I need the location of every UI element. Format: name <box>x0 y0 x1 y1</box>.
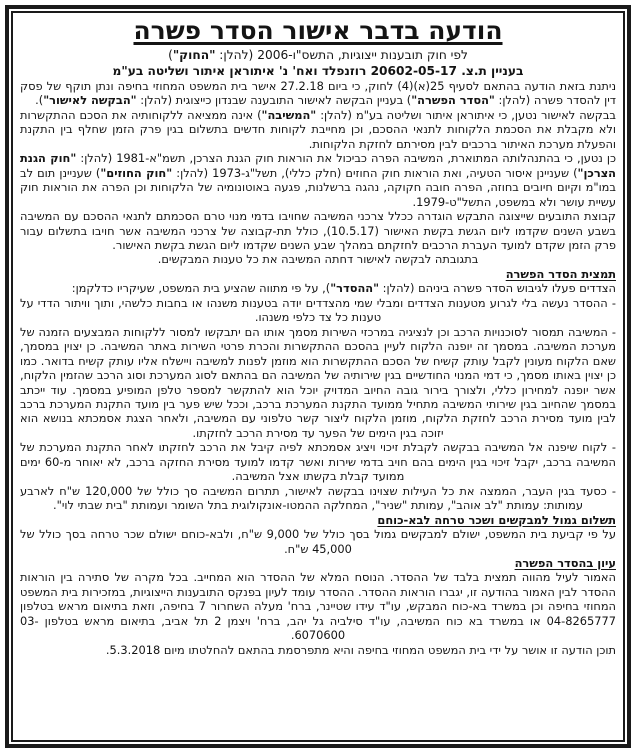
bullet-item: - ההסדר נעשה בלי לגרוע מטענות הצדדים ומבלי שמי מהצדדים יודה בטענות משנהו או בחבות כלשהי, ותוך וויתור הדדי על טענות כל צד כלפי משנהו. <box>20 295 616 325</box>
paragraph: האמור לעיל מהווה תמצית בלבד של ההסדר. הנוסח המלא של ההסדר הוא המחייב. בכל מקרה של סתירה בין הוראות ההסדר לבין האמור בהודעה זו, יגברו הוראות ההסדר. ההסדר עומד לעיון בפנקס התובענות הייצוגיות, במזכירות בית המשפט המחוזי בחיפה וכן במשרד בא-כוח המבקש, עו"ד עידו שטיינר, ברח' מעלה השחרור 7 בחיפה, וזאת בתיאום מראש בטלפון 04-8265777 או במשרד בא כוח המשיבה, עו"ד סילביה גל יהב, ברח' ויצמן 2 תל אביב, בתיאום מראש בטלפון 03-6070600. <box>20 570 617 643</box>
section-heading: תשלום גמול למבקשים ושכר טרחה לבא-כוחם <box>377 512 616 527</box>
paragraph: תוכן הודעה זו אושר על ידי בית המשפט המחוזי בחיפה והיא מתפרסמת בהתאם להחלטתו מיום 5.3.2018. <box>105 642 616 657</box>
paragraph: בתגובתה לבקשה לאישור דחתה המשיבה את כל טענות המבקשים. <box>157 252 479 267</box>
paragraph: על פי קביעת בית המשפט, ישולם למבקשים גמול בסך כולל של 9,000 ש"ח, ולבא-כוחם ישולם שכר טרחה בסך כולל של 45,000 ש"ח. <box>20 527 616 556</box>
outer-border-frame <box>5 5 631 748</box>
paragraph: הצדדים פעלו לגיבוש הסדר פשרה ביניהם (להלן: "ההסדר"), על פי מתווה שהציע בית המשפט, שעיקריו כדלקמן: <box>71 281 616 296</box>
paragraph: בבקשה לאישור נטען, כי איתוראן איתור ושליטה בע"מ (להלן: "המשיבה") אינה ממציאה ללקוחותיה את הסכם ההתקשרות ולא מקבלת את הסכמת הלקוחות לתנאי ההסכם, וכן מחייבת לקוחות חדשים בתשלום בגין פרק הזמן שחלף בין התקנת והפעלת מערכת האיתור ברכבים לבין מסירתם לחזקת הלקוחות. <box>20 107 616 151</box>
bullet-item: - כסעד בגין העבר, הממצה את כל העילות שצוינו בבקשה לאישור, תתרום המשיבה סך כולל של 120,000 ש"ח לארבע עמותות: עמותת "לב אוהב", עמותת "שניר", המחלקה ההמטו-אונקולוגית בתל השומר ועמותת "בית שבתי לוי". <box>20 483 616 513</box>
bullet-item: - לקוח שיפנה אל המשיבה בבקשה לקבלת זיכוי ויציג אסמכתא לפיה קיבל את הרכב לחזקתו לאחר התקנת המערכת של המשיבה ברכב, יקבל זיכוי בגין הימים בהם חויב בדמי שירות ואשר קדמו למועד מסירת החזקה ברכב, לא יאוחר מ-60 ימים ממועד קבלת בקשתו אצל המשיבה. <box>20 440 616 484</box>
paragraph: ניתנת בזאת הודעה בהתאם לסעיף 25(א)(4) לחוק, כי ביום 27.2.18 אישר בית המשפט המחוזי בחיפה ונתן תוקף של פסק דין להסדר פשרה (להלן: "הסדר הפשרה") בעניין הבקשה לאישור התובענה שבנדון כייצוגית (להלן: "הבקשה לאישור"). <box>20 79 617 108</box>
inner-border-frame <box>11 11 625 742</box>
section-heading: תמצית הסדר הפשרה <box>505 266 616 281</box>
law-subtitle: לפי חוק תובענות ייצוגיות, התשס"ו-2006 (להלן: "החוק") <box>168 48 468 62</box>
bullet-item: - המשיבה תמסור לסוכנויות הרכב וכן לנציגיה במרכזי השירות מסמך אותו הם יתבקשו למסור ללקוחות המבצעים הזמנה של מערכת המשיבה. במסמך זה יופנה הלקוח לעיין בהסכם ההתקשרות והכרת פרטי השירות באתר המשיבה. כן יצוין במסמך, שאם הלקוח מעונין לקבל עותק קשיח של הסכם ההתקשרות הוא מוזמן לפנות למשיבה ויישלח אליו עותק קשיח בדואר. כמו כן יצוין באותו מסמך, כי דמי המנוי החודשיים בגין שירותיה של המשיבה הם בהתאם לסוג המערכת וסוג הרכב שהזמין הלקוח, אשר יופנה למחירון כללי, ולצורך בירור גובה החיוב המדויק יוכל הוא להתקשר למספר טלפן המופיע במסמך. עוד ייכתב במסמך שהחיוב בגין שירותי המשיבה מתחיל ממועד התקנת המערכת ברכב, וככל שיש פער בין מועד התקנת המערכת ברכב לבין מועד מסירת הרכב לחזקת הלקוח, מוזמן הלקוח ליצור קשר טלפוני עם המשיבה, ולאחר הצגת אסמכתא בנושא הוא יזוכה בגין הימים של הפער עד מסירת הרכב לחזקתו. <box>20 324 616 440</box>
document-body <box>20 48 616 657</box>
case-subtitle: בעניין ת.צ. 20602-05-17 רוזנפלד ואח' נ' איתוראן איתור ושליטה בע"מ <box>112 63 524 78</box>
page-title: הודעה בדבר אישור הסדר פשרה <box>133 16 503 45</box>
paragraph: כן נטען, כי בהתנהלותה המתוארת, המשיבה הפרה כביכול את הוראות חוק הגנת הצרכן, תשמ"א-1981 (להלן: "חוק הגנת הצרכן") שעניינן איסור הטעיה, ואת הוראות חוק החוזים (חלק כללי), תשל"ג-1973 (להלן: "חוק החוזים") שעניינן תום לב במו"מ וקיום חיובים בחוזה, הפרה חובה חקוקה, נהגה ברשלנות, פגעה באוטונומיה של הלקוחות וכן הפרה את הוראות חוק עשיית עושר ולא במשפט, התשל"ט-1979. <box>20 151 616 209</box>
section-heading: עיון בהסדר הפשרה <box>514 555 616 570</box>
paragraph: קבוצת התובעים שייצוגה התבקש הוגדרה ככלל צרכני המשיבה שחויבו בדמי מנוי טרם הסכמתם לתנאי ההסכם עם המשיבה בשבע השנים שקדמו ליום הגשת בקשת האישור (10.5.17), כולל תת-קבוצה של צרכני המשיבה אשר חויבו בתשלום עבור פרק הזמן שקדם למועד העברת הרכבים לחזקתם במהלך שבע השנים שקדמו ליום הגשת בקשת האישור. <box>20 209 617 252</box>
